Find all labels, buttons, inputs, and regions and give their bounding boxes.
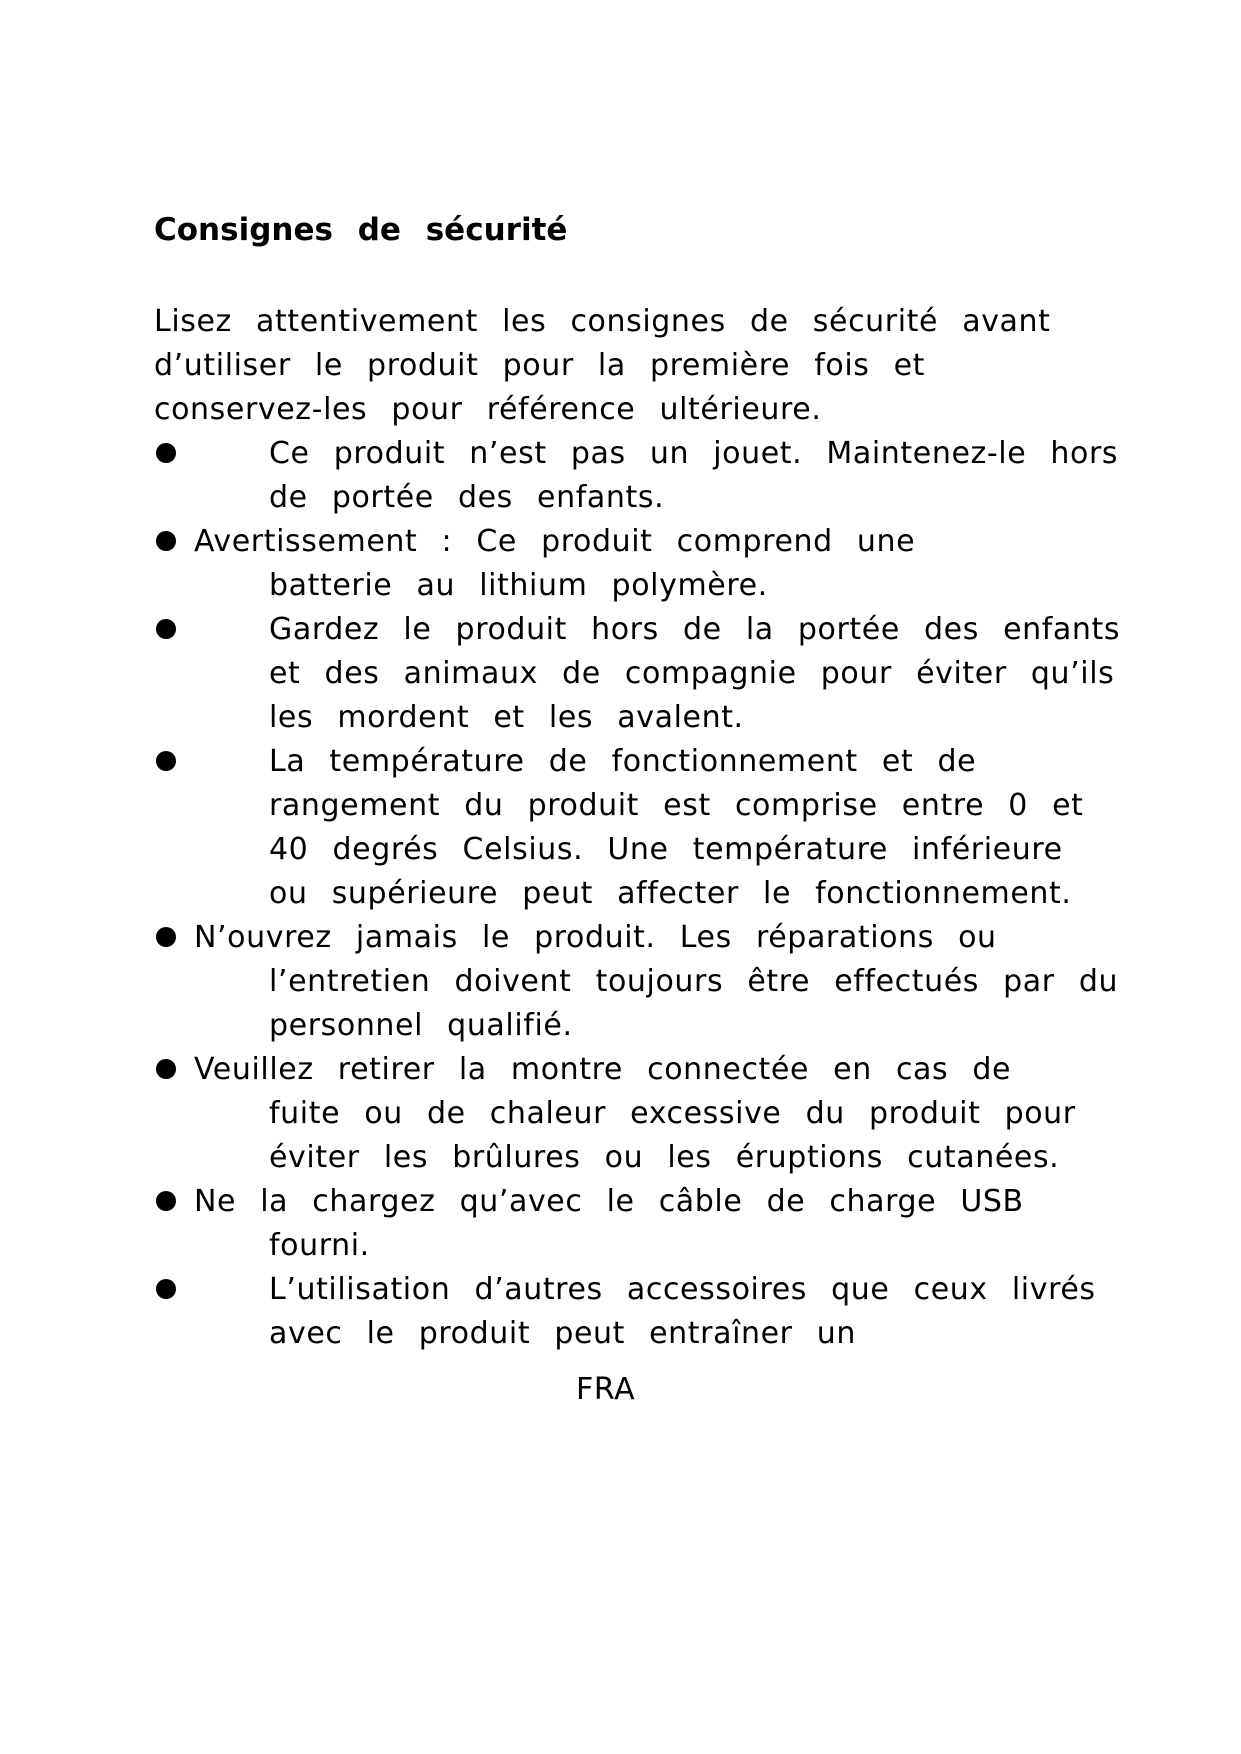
bullet-icon xyxy=(156,531,176,551)
list-item-line: l’entretien doivent toujours être effectués par du xyxy=(269,964,1119,999)
intro-line: d’utiliser le produit pour la première fois et xyxy=(154,348,926,383)
bullet-icon xyxy=(156,443,176,463)
bullet-icon xyxy=(156,1191,176,1211)
list-item-line: Veuillez retirer la montre connectée en cas de xyxy=(194,1052,1012,1087)
list-item-line: éviter les brûlures ou les éruptions cutanées. xyxy=(269,1140,1060,1175)
list-item-line: et des animaux de compagnie pour éviter qu’ils xyxy=(269,656,1115,691)
bullet-icon xyxy=(156,1279,176,1299)
list-item-line: La température de fonctionnement et de xyxy=(269,744,977,779)
language-label: FRA xyxy=(576,1372,636,1407)
bullet-icon xyxy=(156,619,176,639)
page-title: Consignes de sécurité xyxy=(154,212,568,248)
list-item-line: 40 degrés Celsius. Une température inférieure xyxy=(269,832,1063,867)
bullet-icon xyxy=(156,751,176,771)
list-item-line: fuite ou de chaleur excessive du produit pour xyxy=(269,1096,1076,1131)
list-item-line: L’utilisation d’autres accessoires que ceux livrés xyxy=(269,1272,1096,1307)
list-item-line: Avertissement : Ce produit comprend une xyxy=(194,524,916,559)
list-item-line: Ne la chargez qu’avec le câble de charge USB xyxy=(194,1184,1024,1219)
list-item-line: rangement du produit est comprise entre 0 et xyxy=(269,788,1084,823)
list-item-line: avec le produit peut entraîner un xyxy=(269,1316,856,1351)
list-item-line: ou supérieure peut affecter le fonctionnement. xyxy=(269,876,1072,911)
bullet-icon xyxy=(156,1059,176,1079)
intro-line: Lisez attentivement les consignes de sécurité avant xyxy=(154,304,1051,339)
list-item-line: personnel qualifié. xyxy=(269,1008,573,1043)
list-item-line: Ce produit n’est pas un jouet. Maintenez-le hors xyxy=(269,436,1119,471)
list-item-line: les mordent et les avalent. xyxy=(269,700,744,735)
list-item-line: N’ouvrez jamais le produit. Les réparations ou xyxy=(194,920,997,955)
bullet-icon xyxy=(156,927,176,947)
list-item-line: Gardez le produit hors de la portée des enfants xyxy=(269,612,1121,647)
list-item-line: fourni. xyxy=(269,1228,370,1263)
list-item-line: batterie au lithium polymère. xyxy=(269,568,768,603)
list-item-line: de portée des enfants. xyxy=(269,480,665,515)
intro-line: conservez-les pour référence ultérieure. xyxy=(154,392,822,427)
